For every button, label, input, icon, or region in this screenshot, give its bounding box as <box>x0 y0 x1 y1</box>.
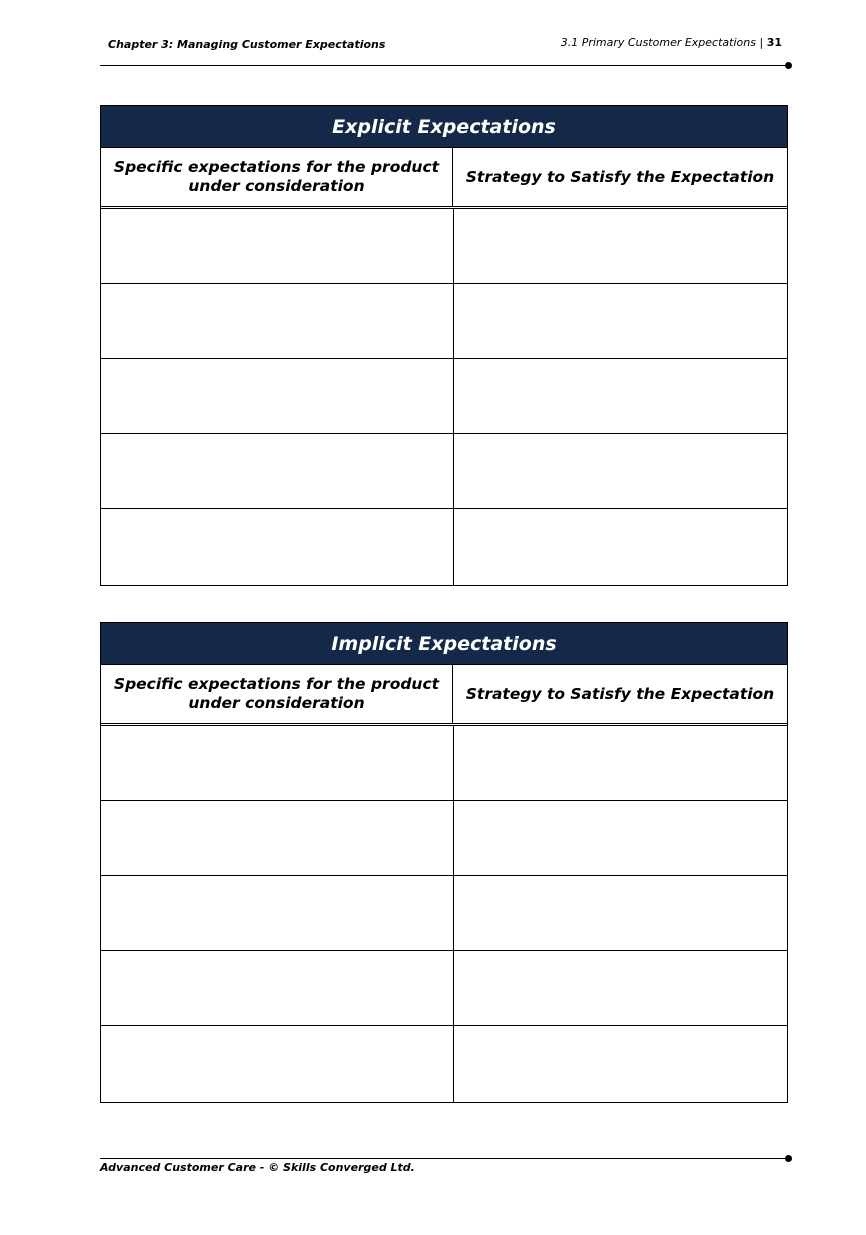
header-rule <box>100 65 788 66</box>
strategy-cell[interactable] <box>454 801 787 875</box>
strategy-cell[interactable] <box>454 876 787 950</box>
table-header-row <box>101 665 787 726</box>
strategy-cell[interactable] <box>454 209 787 283</box>
table-header-row <box>101 148 787 209</box>
table-row <box>101 726 787 801</box>
page-footer: Advanced Customer Care - © Skills Converged Ltd. <box>100 1161 415 1174</box>
table-row <box>101 1026 787 1102</box>
expectation-cell[interactable] <box>101 209 454 283</box>
expectation-cell[interactable] <box>101 1026 454 1102</box>
table-title: Explicit Expectations <box>101 106 787 148</box>
strategy-cell[interactable] <box>454 284 787 358</box>
section-and-page <box>561 36 782 49</box>
page-header <box>100 38 788 58</box>
expectation-cell[interactable] <box>101 876 454 950</box>
expectation-cell[interactable] <box>101 951 454 1025</box>
expectation-cell[interactable] <box>101 509 454 585</box>
table-row <box>101 801 787 876</box>
table-row <box>101 434 787 509</box>
strategy-cell[interactable] <box>454 951 787 1025</box>
strategy-cell[interactable] <box>454 359 787 433</box>
implicit-expectations-table <box>100 622 788 1103</box>
expectation-cell[interactable] <box>101 434 454 508</box>
expectation-cell[interactable] <box>101 284 454 358</box>
footer-rule-dot <box>785 1155 792 1162</box>
section-title: 3.1 Primary Customer Expectations <box>560 36 756 49</box>
column-header-expectations: Specific expectations for the product under consideration <box>101 665 453 723</box>
chapter-title: Chapter 3: Managing Customer Expectations <box>108 38 386 51</box>
explicit-expectations-table <box>100 105 788 586</box>
strategy-cell[interactable] <box>454 434 787 508</box>
expectation-cell[interactable] <box>101 801 454 875</box>
column-header-strategy: Strategy to Satisfy the Expectation <box>465 684 775 703</box>
table-row <box>101 209 787 284</box>
table-row <box>101 876 787 951</box>
header-rule-dot <box>785 62 792 69</box>
strategy-cell[interactable] <box>454 1026 787 1102</box>
table-row <box>101 951 787 1026</box>
column-header-strategy: Strategy to Satisfy the Expectation <box>465 167 775 186</box>
footer-rule <box>100 1158 788 1159</box>
expectation-cell[interactable] <box>101 726 454 800</box>
table-title: Implicit Expectations <box>101 623 787 665</box>
strategy-cell[interactable] <box>454 726 787 800</box>
header-separator: | <box>759 36 764 49</box>
column-header-expectations: Specific expectations for the product under consideration <box>101 148 453 206</box>
table-row <box>101 509 787 585</box>
strategy-cell[interactable] <box>454 509 787 585</box>
page-number: 31 <box>766 36 782 49</box>
expectation-cell[interactable] <box>101 359 454 433</box>
table-row <box>101 284 787 359</box>
table-row <box>101 359 787 434</box>
